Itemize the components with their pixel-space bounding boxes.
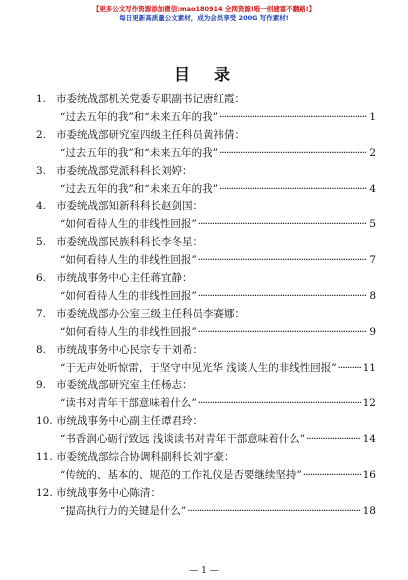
toc-entry-number: 5. — [36, 236, 47, 249]
toc-entry-heading: 市委统战部研究室四级主任科员黄祎倩： — [56, 128, 245, 141]
toc-entry-leader-dots — [198, 325, 368, 339]
toc-entry-title: “提高执行力的关键是什么” — [60, 504, 187, 517]
toc-entry[interactable] — [36, 486, 376, 522]
toc-entry-leader-dots — [219, 146, 367, 160]
toc-entry-title: “如何看待人生的非线性回报” — [60, 289, 197, 302]
toc-entry-heading: 市委统战部知新科科长赵剑国： — [56, 200, 203, 213]
toc-entry-title: “书香润心砺行致远 浅谈读书对青年干部意味着什么” — [60, 433, 306, 446]
page-title: 目 录 — [173, 65, 234, 84]
toc-entry-page-number: 8 — [369, 289, 376, 302]
toc-entry-title: “读书对青年干部意味着什么” — [60, 397, 197, 410]
toc-entry-number: 4. — [36, 200, 47, 213]
page-number-footer: — 1 — — [189, 566, 219, 576]
toc-entry-number: 1. — [36, 93, 47, 105]
toc-entry-page-number: 14 — [362, 433, 376, 446]
toc-entry-heading-line — [36, 343, 376, 357]
toc-entry-title: “于无声处听惊雷，于坚守中见光华 浅谈人生的非线性回报” — [60, 361, 337, 374]
toc-entry-title: “如何看待人生的非线性回报” — [60, 325, 197, 338]
toc-entry-heading: 市委统战部办公室三级主任科员李赛娜： — [56, 307, 245, 320]
toc-entry-heading-line — [36, 128, 376, 142]
toc-entry-number: 11. — [36, 450, 53, 463]
toc-entry-title-line — [36, 468, 376, 482]
toc-entry-title-line — [36, 253, 376, 267]
toc-entry-heading: 市委统战部民族科科长李冬星： — [56, 236, 203, 249]
toc-entry-leader-dots — [198, 253, 368, 267]
toc-entry-number: 6. — [36, 271, 47, 284]
toc-entry-title: “如何看待人生的非线性回报” — [60, 218, 197, 231]
toc-entry[interactable] — [36, 199, 376, 235]
toc-entry-leader-dots — [219, 182, 367, 196]
toc-entry-number: 12. — [36, 486, 53, 499]
toc-entry[interactable] — [36, 307, 376, 343]
promo-header-line2: 每日更新高质量公文素材，成为会员享受 200G 写作素材! — [119, 14, 289, 22]
toc-entry-number: 2. — [36, 128, 47, 141]
toc-entry-number: 3. — [36, 164, 47, 177]
toc-entry-title-line — [36, 217, 376, 231]
toc-entry[interactable] — [36, 414, 376, 450]
toc-entry-number: 9. — [36, 379, 47, 392]
toc-entry[interactable] — [36, 271, 376, 307]
toc-entry-title: “过去五年的我”和“未来五年的我” — [60, 111, 218, 123]
toc-entry-heading-line — [36, 271, 376, 285]
toc-entry-heading-line — [36, 378, 376, 392]
toc-entry-title-line — [36, 289, 376, 303]
toc-entry-title-line — [36, 182, 376, 196]
toc-entry-leader-dots — [303, 468, 361, 482]
toc-entry-title-line — [36, 146, 376, 160]
toc-entry-leader-dots — [198, 289, 368, 303]
toc-entry-heading: 市统战事务中心民宗专干刘希： — [56, 343, 203, 356]
toc-entry[interactable] — [36, 343, 376, 379]
toc-entry-heading-line — [36, 307, 376, 321]
toc-entry-heading-line — [36, 199, 376, 213]
toc-entry-page-number: 7 — [369, 254, 376, 267]
toc-entry-heading: 市委统战部研究室主任杨志： — [56, 379, 193, 392]
toc-entry-title-line — [36, 504, 376, 518]
toc-entry-page-number: 2 — [369, 146, 376, 159]
toc-entry-heading-line — [36, 486, 376, 500]
promo-header-line1: 【更多公文写作资源添加微信:mao180914 全网资源!唯一创建富不翻路!】 — [92, 5, 316, 13]
toc-entry-heading-line — [36, 235, 376, 249]
toc-entry-heading: 市统战事务中心副主任谭君玲： — [56, 415, 203, 428]
toc-entry-page-number: 12 — [362, 397, 376, 410]
toc-entry-heading: 市委统战部机关党委专职副书记唐红霞： — [56, 93, 245, 105]
toc-entry-title-line — [36, 110, 376, 124]
toc-entry-title: “过去五年的我”和“未来五年的我” — [60, 146, 218, 159]
toc-entry-title-line — [36, 396, 376, 410]
toc-entry-heading: 市委统战部综合协调科副科长刘宇豪： — [56, 450, 235, 463]
toc-entry-leader-dots — [198, 217, 368, 231]
table-of-contents — [36, 92, 376, 522]
toc-entry[interactable] — [36, 128, 376, 164]
toc-entry-title: “如何看待人生的非线性回报” — [60, 254, 197, 267]
toc-entry[interactable] — [36, 450, 376, 486]
toc-entry-number: 8. — [36, 343, 47, 356]
toc-entry-title-line — [36, 325, 376, 339]
toc-entry-page-number: 16 — [362, 468, 376, 481]
promo-header — [0, 5, 408, 23]
toc-entry-leader-dots — [219, 110, 367, 124]
toc-entry-page-number: 18 — [362, 504, 376, 517]
toc-entry-heading-line — [36, 164, 376, 178]
toc-entry-heading: 市统战事务中心主任蒋宜静： — [56, 271, 193, 284]
toc-entry-leader-dots — [338, 361, 361, 375]
toc-entry-title-line — [36, 432, 376, 446]
toc-entry-heading-line — [36, 450, 376, 464]
toc-entry-page-number: 11 — [362, 361, 376, 374]
toc-entry-leader-dots — [198, 396, 361, 410]
toc-entry-title: “传统的、基本的、规范的工作礼仪是否要继续坚持” — [60, 468, 302, 481]
toc-entry-leader-dots — [306, 432, 361, 446]
toc-entry-heading-line — [36, 92, 376, 106]
toc-entry-page-number: 1 — [369, 111, 376, 123]
toc-entry-number: 7. — [36, 307, 47, 320]
toc-entry-number: 10. — [36, 415, 53, 428]
toc-entry[interactable] — [36, 92, 376, 128]
toc-entry-heading: 市统战事务中心陈清： — [56, 486, 161, 499]
toc-entry-title: “过去五年的我”和“未来五年的我” — [60, 182, 218, 195]
toc-entry[interactable] — [36, 235, 376, 271]
toc-entry-page-number: 4 — [369, 182, 376, 195]
toc-entry[interactable] — [36, 378, 376, 414]
toc-entry-leader-dots — [187, 504, 360, 518]
toc-entry-page-number: 9 — [369, 325, 376, 338]
toc-entry[interactable] — [36, 164, 376, 200]
toc-entry-page-number: 5 — [369, 218, 376, 231]
toc-entry-heading: 市委统战部党派科科长刘婷： — [56, 164, 193, 177]
toc-entry-title-line — [36, 361, 376, 375]
toc-entry-heading-line — [36, 414, 376, 428]
